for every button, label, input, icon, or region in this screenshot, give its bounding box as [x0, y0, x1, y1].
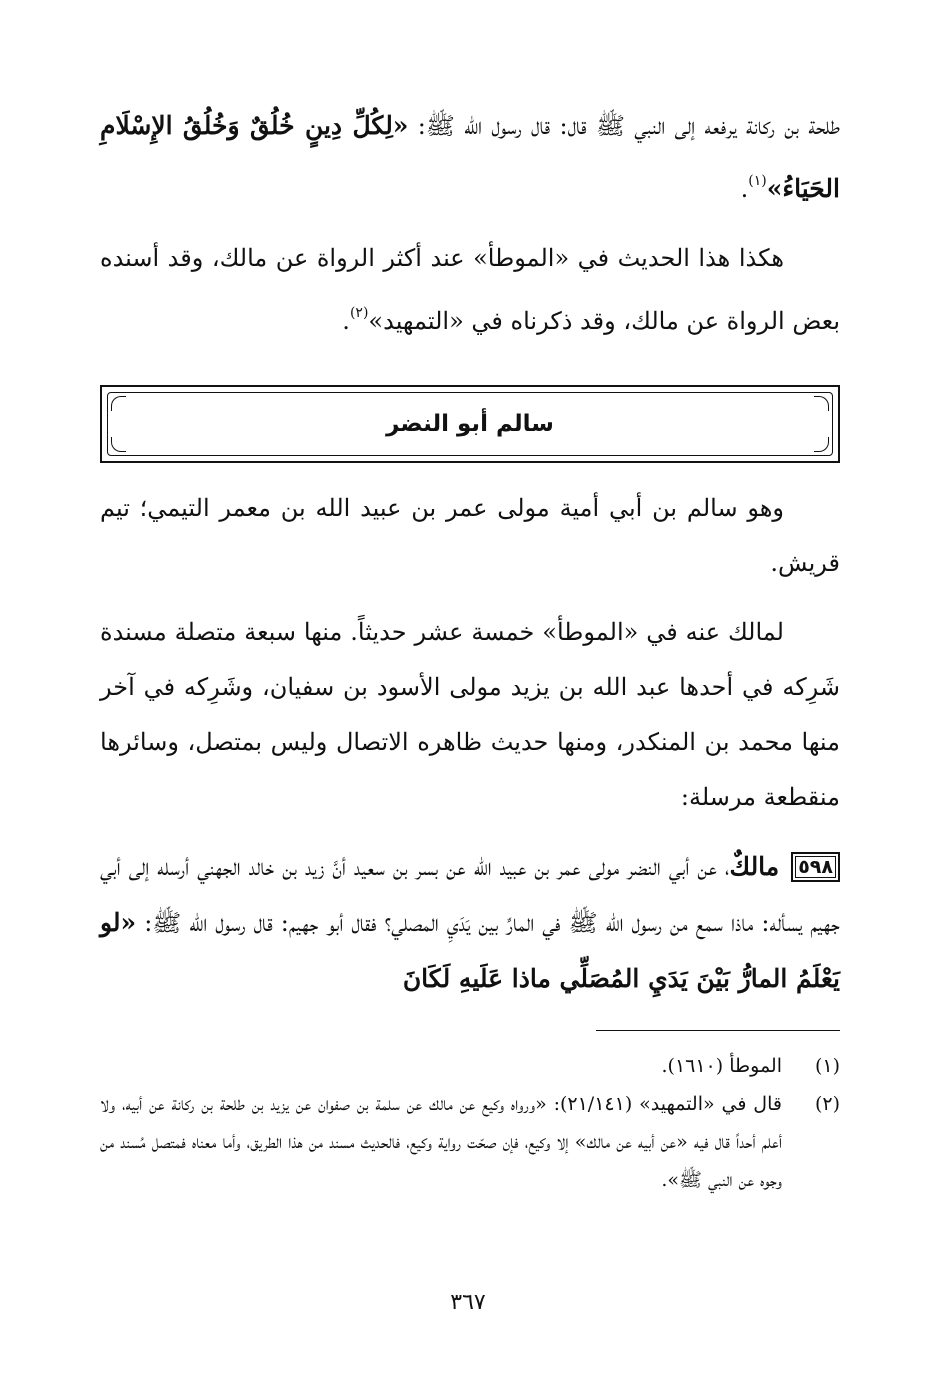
footnote-text: الموطأ (١٦١٠).: [661, 1055, 782, 1077]
footnote-number: (١): [814, 1055, 840, 1077]
hadith-number-badge: ٥٩٨: [791, 852, 840, 882]
footnote-ref-1[interactable]: (١): [748, 173, 767, 189]
footnote-1: [100, 1047, 840, 1085]
paragraph-1-text: طلحة بن ركانة يرفعه إلى النبي ﷺ قال: قال رسول الله ﷺ:: [408, 112, 840, 140]
paragraph-2: [100, 231, 840, 349]
footnotes: [100, 1047, 840, 1199]
page-body: [100, 98, 840, 1007]
footnote-divider: [596, 1030, 840, 1031]
paragraph-4: لمالك عنه في «الموطأ» خمسة عشر حديثاً. منها سبعة متصلة مسندة شَرِكه في أحدها عبد الله بن يزيد مولى الأسود بن سفيان، وشَرِكه في آخر منها محمد بن المنكدر، ومنها حديث ظاهره الاتصال وليس بمتصل، وسائرها منقطعة مرسلة:: [100, 618, 840, 811]
paragraph-1-end: .: [740, 175, 749, 203]
footnote-2: [100, 1085, 840, 1199]
footnote-number: (٢): [814, 1093, 840, 1115]
paragraph-1: [100, 98, 840, 217]
paragraph-2-end: .: [342, 307, 350, 335]
hadith-text: ، عن أبي النضر مولى عمر بن عبيد الله عن بسر بن سعيد أنَّ زيد بن خالد الجهني أرسله إلى أبي جهيم يسأله: ماذا سمع من رسول الله ﷺ في المارِّ بين يَدَيِ المصلي؟ فقال أبو جهيم: قال رسول الله ﷺ:: [100, 853, 840, 937]
hadith-narrator: مالكٌ: [729, 852, 780, 881]
section-title: سالم أبو النضر: [386, 411, 554, 437]
paragraph-3: وهو سالم بن أبي أمية مولى عمر بن عبيد الله بن معمر التيمي؛ تيم قريش.: [100, 494, 840, 577]
section-header-frame: [100, 385, 840, 463]
hadith-598: [100, 839, 840, 1007]
page-number: ٣٦٧: [450, 1290, 486, 1315]
hadith-quote: «لو يَعْلَمُ المارُّ بَيْنَ يَدَيِ المُصَلِّي ماذا عَلَيهِ لَكَانَ: [100, 908, 840, 993]
ornament-corner-icon: [111, 396, 126, 411]
paragraph-2-text: هكذا هذا الحديث في «الموطأ» عند أكثر الرواة عن مالك، وقد أسنده بعض الرواة عن مالك، وقد ذكرناه في «التمهيد»: [100, 244, 840, 335]
footnote-text: قال في «التمهيد» (٢١/١٤١): «ورواه وكيع عن مالك عن سلمة بن صفوان عن يزيد بن طلحة بن ركانة عن أبيه، ولا أعلم أحداً قال فيه «عن أبيه عن مالك» إلا وكيع، فإن صحّت رواية وكيع، فالحديث مسند من هذا الطريق، وأما معناه فمتصل مُسند من وجوه عن النبي ﷺ».: [100, 1093, 782, 1191]
section-header-inner: [107, 392, 833, 456]
footnote-ref-2[interactable]: (٢): [349, 305, 369, 321]
prophetic-quote-1: «لِكُلِّ دِينٍ خُلُقٌ وَخُلُقُ الإِسْلَامِ الحَيَاءُ»: [100, 111, 840, 203]
